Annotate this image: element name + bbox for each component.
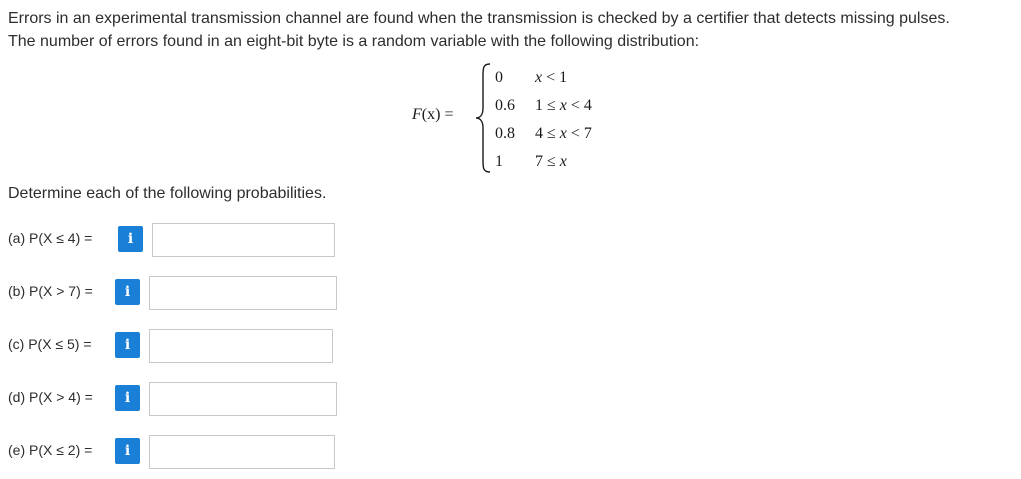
question-prompt: Determine each of the following probabilities.	[8, 185, 327, 202]
case-value: 0.6	[495, 97, 515, 114]
info-icon[interactable]: i	[115, 279, 140, 305]
info-icon[interactable]: i	[115, 332, 140, 358]
case-condition: 4 ≤ x < 7	[535, 125, 592, 142]
question-d	[8, 379, 131, 415]
case-value: 1	[495, 153, 503, 170]
answer-input-a[interactable]	[152, 223, 335, 257]
answer-input-e[interactable]	[149, 435, 335, 469]
question-label: (d) P(X > 4) =	[8, 389, 93, 405]
case-value: 0.8	[495, 125, 515, 142]
question-c	[8, 326, 131, 362]
question-label: (b) P(X > 7) =	[8, 283, 93, 299]
question-label: (a) P(X ≤ 4) =	[8, 230, 93, 246]
case-row	[495, 148, 592, 176]
question-label: (e) P(X ≤ 2) =	[8, 442, 93, 458]
answer-input-c[interactable]	[149, 329, 333, 363]
info-icon[interactable]: i	[115, 438, 140, 464]
case-row	[495, 92, 592, 120]
case-value: 0	[495, 69, 503, 86]
problem-text-line-2: The number of errors found in an eight-bit byte is a random variable with the following distribution:	[8, 33, 700, 50]
case-row	[495, 64, 592, 92]
problem-statement	[8, 7, 1018, 53]
formula-lhs	[412, 106, 453, 124]
case-condition: x < 1	[535, 69, 568, 86]
answer-input-b[interactable]	[149, 276, 337, 310]
case-condition: 7 ≤ x	[535, 153, 567, 170]
piecewise-cases	[495, 64, 592, 176]
case-row	[495, 120, 592, 148]
question-a	[8, 220, 134, 256]
question-b	[8, 273, 131, 309]
info-icon[interactable]: i	[115, 385, 140, 411]
left-brace	[474, 62, 492, 174]
problem-text-line-1: Errors in an experimental transmission channel are found when the transmission is checked by a certifier that detects missing pulses.	[8, 10, 950, 27]
info-icon[interactable]: i	[118, 226, 143, 252]
formula-lhs-rest: (x) =	[421, 106, 454, 123]
formula-function-name: F	[412, 106, 422, 123]
case-condition: 1 ≤ x < 4	[535, 97, 592, 114]
question-e	[8, 432, 131, 468]
answer-input-d[interactable]	[149, 382, 337, 416]
question-label: (c) P(X ≤ 5) =	[8, 336, 92, 352]
cdf-formula	[412, 58, 652, 176]
